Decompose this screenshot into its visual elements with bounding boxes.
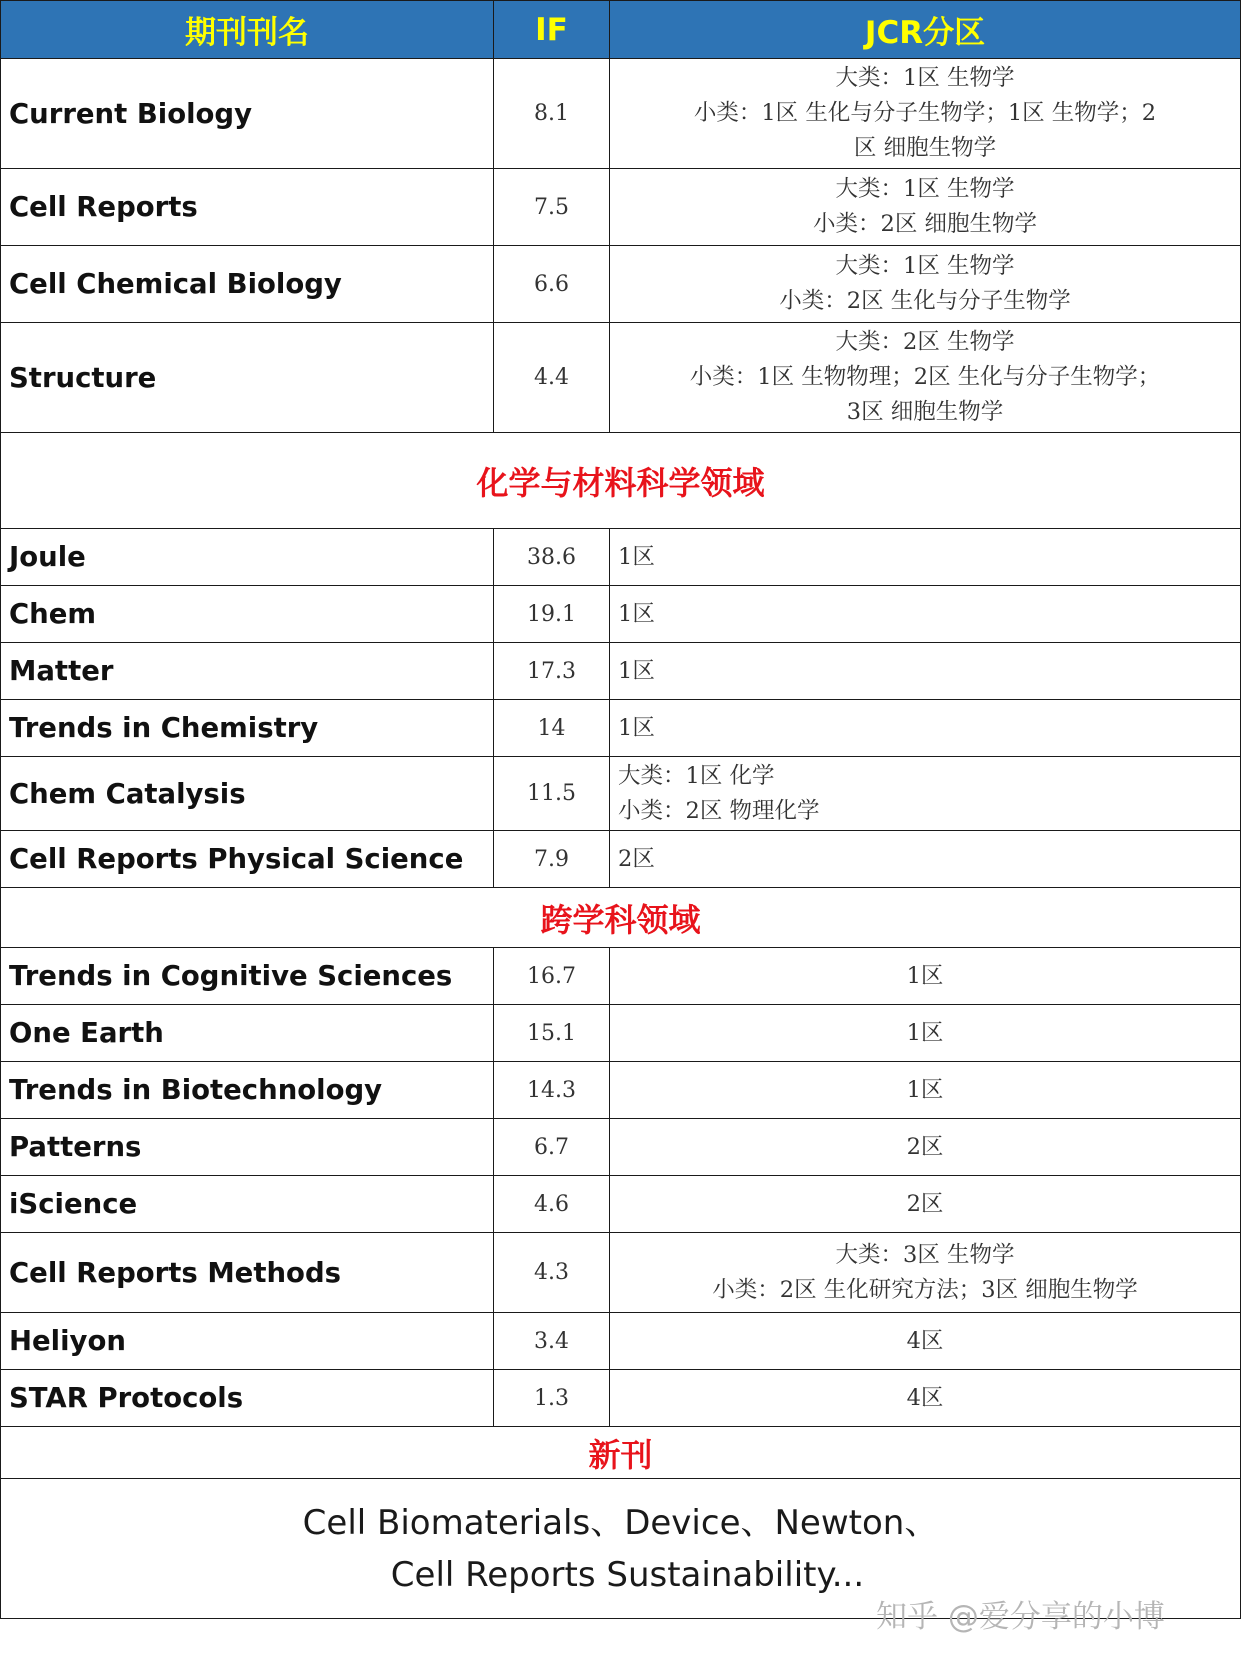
new-journals-line: Cell Reports Sustainability... bbox=[390, 1554, 865, 1595]
jcr-quartile bbox=[610, 169, 1241, 246]
jcr-line: 1区 bbox=[906, 1019, 944, 1046]
impact-factor: 4.6 bbox=[494, 1176, 610, 1233]
impact-factor: 4.3 bbox=[494, 1233, 610, 1313]
table-row bbox=[1, 1370, 1241, 1427]
header-impact-factor: IF bbox=[494, 1, 610, 59]
journal-name: Cell Chemical Biology bbox=[1, 246, 494, 323]
jcr-line: 小类：2区 细胞生物学 bbox=[813, 211, 1037, 237]
jcr-line: 1区 bbox=[618, 714, 655, 741]
table-row bbox=[1, 1119, 1241, 1176]
impact-factor: 16.7 bbox=[494, 948, 610, 1005]
jcr-line: 大类：1区 生物学 bbox=[835, 253, 1015, 279]
impact-factor: 19.1 bbox=[494, 586, 610, 643]
impact-factor: 3.4 bbox=[494, 1313, 610, 1370]
jcr-line: 1区 bbox=[618, 600, 655, 627]
impact-factor: 8.1 bbox=[494, 59, 610, 169]
table-row bbox=[1, 246, 1241, 323]
jcr-line: 1区 bbox=[906, 962, 944, 989]
journal-name: Cell Reports Methods bbox=[1, 1233, 494, 1313]
table-row bbox=[1, 1176, 1241, 1233]
jcr-quartile bbox=[610, 643, 1241, 700]
table-row bbox=[1, 1062, 1241, 1119]
jcr-line: 4区 bbox=[906, 1384, 944, 1411]
journal-name: Trends in Biotechnology bbox=[1, 1062, 494, 1119]
table-row bbox=[1, 169, 1241, 246]
journal-name: Cell Reports Physical Science bbox=[1, 831, 494, 888]
section-title-new-journals: 新刊 bbox=[1, 1427, 1241, 1479]
table-row bbox=[1, 586, 1241, 643]
section-row bbox=[1, 433, 1241, 529]
jcr-quartile bbox=[610, 246, 1241, 323]
table-body bbox=[1, 59, 1241, 1619]
jcr-quartile bbox=[610, 1313, 1241, 1370]
impact-factor: 15.1 bbox=[494, 1005, 610, 1062]
journal-name: Matter bbox=[1, 643, 494, 700]
jcr-line: 小类：2区 生化与分子生物学 bbox=[779, 288, 1071, 314]
jcr-quartile bbox=[610, 586, 1241, 643]
impact-factor: 17.3 bbox=[494, 643, 610, 700]
journal-name: STAR Protocols bbox=[1, 1370, 494, 1427]
jcr-line: 2区 bbox=[906, 1133, 944, 1160]
jcr-quartile bbox=[610, 948, 1241, 1005]
jcr-line: 2区 bbox=[618, 845, 655, 872]
table-row bbox=[1, 323, 1241, 433]
jcr-quartile bbox=[610, 59, 1241, 169]
table-row bbox=[1, 1233, 1241, 1313]
jcr-line: 小类：1区 生物物理；2区 生化与分子生物学； bbox=[689, 364, 1161, 390]
jcr-quartile bbox=[610, 1062, 1241, 1119]
header-journal-name: 期刊刊名 bbox=[1, 1, 494, 59]
jcr-quartile bbox=[610, 529, 1241, 586]
impact-factor: 7.5 bbox=[494, 169, 610, 246]
jcr-quartile bbox=[610, 831, 1241, 888]
table-row bbox=[1, 831, 1241, 888]
journal-name: iScience bbox=[1, 1176, 494, 1233]
jcr-quartile bbox=[610, 1370, 1241, 1427]
table-row bbox=[1, 948, 1241, 1005]
jcr-quartile bbox=[610, 1233, 1241, 1313]
impact-factor: 4.4 bbox=[494, 323, 610, 433]
journal-name: Chem Catalysis bbox=[1, 757, 494, 831]
jcr-line: 大类：1区 生物学 bbox=[835, 176, 1015, 202]
new-journals-line: Cell Biomaterials、Device、Newton、 bbox=[302, 1502, 939, 1543]
jcr-line: 1区 bbox=[618, 543, 655, 570]
journal-name: Trends in Cognitive Sciences bbox=[1, 948, 494, 1005]
journal-name: Trends in Chemistry bbox=[1, 700, 494, 757]
impact-factor: 7.9 bbox=[494, 831, 610, 888]
jcr-line: 1区 bbox=[906, 1076, 944, 1103]
journal-name: Structure bbox=[1, 323, 494, 433]
impact-factor: 11.5 bbox=[494, 757, 610, 831]
table-row bbox=[1, 529, 1241, 586]
section-row bbox=[1, 888, 1241, 948]
journal-name: Heliyon bbox=[1, 1313, 494, 1370]
jcr-quartile bbox=[610, 1176, 1241, 1233]
jcr-quartile bbox=[610, 1005, 1241, 1062]
jcr-quartile bbox=[610, 757, 1241, 831]
section-title-chemistry-materials: 化学与材料科学领域 bbox=[1, 433, 1241, 529]
jcr-line: 区 细胞生物学 bbox=[853, 135, 997, 161]
journal-name: Current Biology bbox=[1, 59, 494, 169]
jcr-line: 小类：1区 生化与分子生物学；1区 生物学；2 bbox=[693, 100, 1157, 126]
header-row bbox=[1, 1, 1241, 59]
jcr-line: 小类：2区 生化研究方法；3区 细胞生物学 bbox=[712, 1276, 1138, 1303]
table-row bbox=[1, 1005, 1241, 1062]
impact-factor: 6.7 bbox=[494, 1119, 610, 1176]
jcr-line: 2区 bbox=[906, 1190, 944, 1217]
jcr-line: 1区 bbox=[618, 657, 655, 684]
journal-name: Joule bbox=[1, 529, 494, 586]
header-jcr-quartile: JCR分区 bbox=[610, 1, 1241, 59]
watermark: 知乎 @爱分享的小博 bbox=[876, 1599, 1165, 1635]
impact-factor: 14.3 bbox=[494, 1062, 610, 1119]
jcr-line: 大类：3区 生物学 bbox=[835, 1241, 1015, 1268]
journal-name: Chem bbox=[1, 586, 494, 643]
jcr-quartile bbox=[610, 1119, 1241, 1176]
jcr-line: 大类：1区 化学 bbox=[618, 762, 775, 789]
table-row bbox=[1, 700, 1241, 757]
section-row bbox=[1, 1427, 1241, 1479]
jcr-quartile bbox=[610, 323, 1241, 433]
jcr-line: 小类：2区 物理化学 bbox=[618, 797, 820, 824]
journal-name: One Earth bbox=[1, 1005, 494, 1062]
table-row bbox=[1, 643, 1241, 700]
section-title-interdisciplinary: 跨学科领域 bbox=[1, 888, 1241, 948]
journal-name: Cell Reports bbox=[1, 169, 494, 246]
table-row bbox=[1, 1313, 1241, 1370]
impact-factor: 1.3 bbox=[494, 1370, 610, 1427]
jcr-line: 4区 bbox=[906, 1327, 944, 1354]
jcr-line: 大类：1区 生物学 bbox=[835, 65, 1015, 91]
jcr-line: 大类：2区 生物学 bbox=[835, 329, 1015, 355]
impact-factor: 14 bbox=[494, 700, 610, 757]
jcr-line: 3区 细胞生物学 bbox=[846, 399, 1004, 425]
impact-factor: 6.6 bbox=[494, 246, 610, 323]
jcr-quartile bbox=[610, 700, 1241, 757]
impact-factor: 38.6 bbox=[494, 529, 610, 586]
table-row bbox=[1, 757, 1241, 831]
table-row bbox=[1, 59, 1241, 169]
journal-name: Patterns bbox=[1, 1119, 494, 1176]
